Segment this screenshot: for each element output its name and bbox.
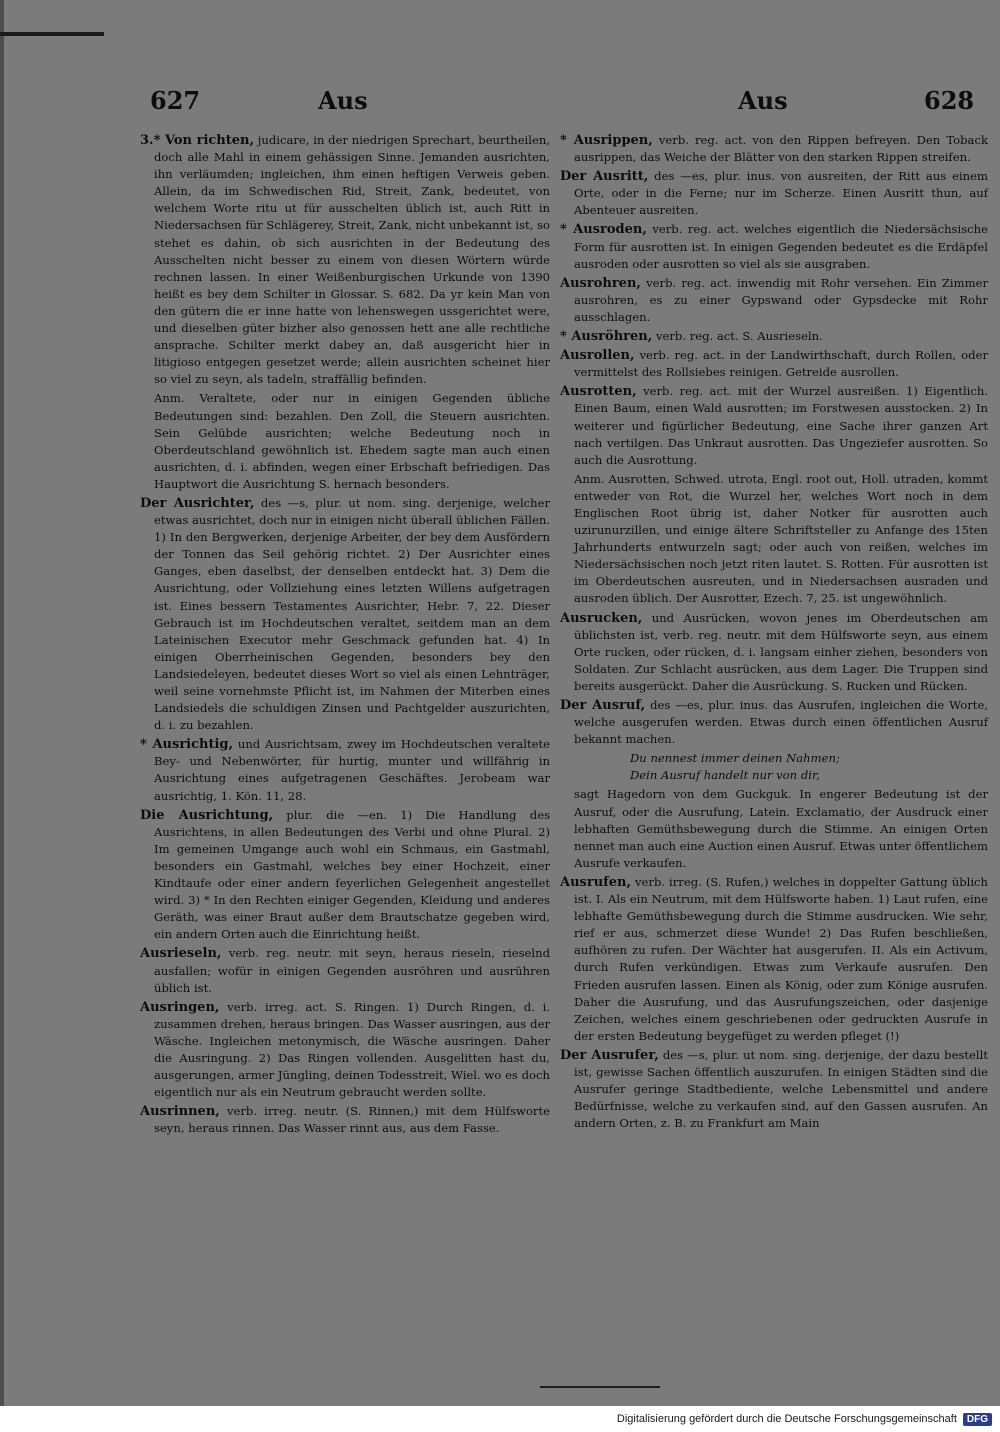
verse-line: Dein Ausruf handelt nur von dir, [630,768,820,783]
verse-quote [630,750,988,784]
dictionary-entry [560,132,988,166]
entry-text: verb. reg. act. S. Ausrieseln. [655,329,823,344]
scan-edge [0,0,4,1432]
dictionary-entry [560,328,988,345]
entry-headword: Der Ausritt, [560,169,649,185]
page-header [0,86,1000,120]
entry-headword: Ausrotten, [560,384,637,400]
entry-headword: Ausrucken, [560,610,643,626]
entry-headword: * Ausrippen, [560,133,653,148]
entry-text: des —es, plur. inus. von ausreiten, der Ritt aus einem Orte, oder in die Ferne; nur im Scherze. Einen Ausritt thun, auf Abenteuer ausreiten. [574,169,988,218]
entry-text: Anm. Veraltete, oder nur in einigen Gegenden übliche Bedeutungen sind: bezahlen. Den Zoll, die Steuern ausrichten. Sein Gelübde ausrichten; welche Bedeutung noch in Oberdeutschland gewöhnlich ist. Ehedem sagte man auch einen ausrichten, d. i. abfinden, wegen einer Erbschaft befriedigen. Das Hauptwort die Ausrichtung S. hernach besonders. [154,391,550,491]
entry-text: verb. reg. act. in der Landwirthschaft, durch Rollen, oder vermittelst des Rollsiebes reinigen. Getreide ausrollen. [574,348,988,380]
entry-text: des —es, plur. inus. das Ausrufen, ingleichen die Worte, welche ausgerufen werden. Etwas durch einen öffentlichen Ausruf bekannt machen. [574,698,988,747]
entry-text: verb. reg. neutr. mit seyn, heraus rieseln, rieselnd ausfallen; wofür in einigen Gegenden ausröhren und ausrühren üblich ist. [154,946,550,995]
entry-text: sagt Hagedorn von dem Guckguk. In engerer Bedeutung ist der Ausruf, oder die Ausrufung, Latein. Exclamatio, der Ausdruck einer lebhaften Gemüthsbewegung durch die Stimme. An einigen Orten nennet man auch eine Auction einen Ausruf. Etwas unter öffentlichem Ausrufe verkaufen. [574,787,988,870]
footer-text: Digitalisierung gefördert durch die Deutsche Forschungsgemeinschaft [616,1413,957,1425]
entry-text: verb. reg. act. von den Rippen befreyen. Den Toback ausrippen, das Weiche der Blätter von den starken Rippen streifen. [574,133,988,165]
right-column-entries-b [560,786,988,1132]
dictionary-entry [560,471,988,608]
entry-text: des —s, plur. ut nom. sing. derjenige, welcher etwas ausrichtet, doch nur in einigen nicht überall üblichen Fällen. 1) In den Bergwerken, derjenige Arbeiter, der bey dem Ausfördern der Tonnen das Seil gehörig richtet. 2) Der Ausrichter eines Ganges, eben daselbst, der denselben entdeckt hat. 3) Dem die Ausrichtung, oder Vollziehung eines letzten Willens aufgetragen ist. Eines bessern Testamentes Ausrichter, Hebr. 7, 22. Dieser Gebrauch ist im Hochdeutschen veraltet, seitdem man an dem Lateinischen Executor mehr Geschmack gefunden hat. 4) In einigen Oberrheinischen Gegenden, besonders bey den Landsiedeleyen, bedeutet dieses Wort so viel als einen Lehnträger, weil seine vornehmste Pflicht ist, im Nahmen der Miterben eines Landsiedels die schuldigen Zinsen und Pachtgelder auszurichten, d. i. zu bezahlen. [154,495,551,733]
dictionary-entry [560,383,988,468]
dictionary-entry [560,610,988,695]
dictionary-entry [140,495,550,734]
entry-headword: * Ausröhren, [560,329,653,345]
dictionary-entry [560,168,988,219]
right-column-entries-a [560,132,988,748]
dictionary-entry [140,736,550,804]
right-page-number: 628 [924,86,975,115]
dictionary-entry [560,347,988,381]
left-running-head: Aus [318,86,368,115]
entry-headword: Ausringen, [140,999,220,1015]
dictionary-entry [560,786,988,871]
dictionary-entry [140,1103,550,1137]
corner-mark [0,32,104,36]
entry-headword: Ausrieseln, [140,946,222,962]
entry-headword: Ausrohren, [560,275,641,291]
entry-text: verb. reg. act. inwendig mit Rohr versehen. Ein Zimmer ausrohren, es zu einer Gypswand oder Gypsdecke mit Rohr ausschlagen. [574,275,988,324]
entry-headword: Ausrinnen, [140,1104,220,1120]
dictionary-entry [560,1047,988,1132]
entry-headword: Der Ausrichter, [140,495,255,511]
dictionary-entry [560,275,988,326]
entry-text: verb. irreg. neutr. (S. Rinnen,) mit dem Hülfsworte seyn, heraus rinnen. Das Wasser rinnt aus, aus dem Fasse. [154,1104,550,1136]
entry-text: judicare, in der niedrigen Sprechart, beurtheilen, doch alle Mahl in einem gehässigen Sinne. Jemanden ausrichten, ihn verläumden; ingleichen, ihm einen heftigen Verweis geben. Allein, da im Schwedischen Rid, Streit, Zank, bedeutet, von welchem Worte ritu ut für ausschelten üblich ist, auch Ritt in Niedersachsen für Schlägerey, Streit, Zank, nicht unbekannt ist, so stehet es dahin, ob sich ausrichten in der Bedeutung des Ausschelten nicht besser zu einem von diesen Wörtern würde rechnen lassen. In einer Weißenburgischen Urkunde von 1390 heißt es bey dem Schilter in Glossar. S. 682. Da yr kein Man von den gütern die er inne hatte von lehenswegen ussgerichtet were, und dieselben güter bizher also genossen hett ane alle rechtliche ansprache. Schilter merkt dabey an, daß ausgericht hier in litigioso entgegen gesetzet werde; allein ausrichten scheinet hier so viel zu seyn, als tadeln, straffällig befinden. [154,133,550,387]
entry-text: verb. reg. act. mit der Wurzel ausreißen. 1) Eigentlich. Einen Baum, einen Wald ausrotten; im Forstwesen ausstocken. 2) In weiterer und figürlicher Bedeutung, eine Sache ihrer ganzen Art nach vertilgen. Das Unkraut ausrotten. Das Ungeziefer ausrotten. So auch die Ausrottung. [574,384,989,467]
entry-headword: Ausrollen, [560,348,635,364]
footer-rule [540,1386,660,1388]
entry-headword: 3.* Von richten, [140,133,255,148]
entry-headword: Der Ausruf, [560,698,646,713]
entry-text: verb. irreg. act. S. Ringen. 1) Durch Ringen, d. i. zusammen drehen, heraus bringen. Das Wasser ausringen, aus der Wäsche. Ingleichen metonymisch, die Wäsche ausringen. Daher die Ausringung. 2) Das Ringen vollenden. Ausgelitten hast du, ausgerungen, armer Jüngling, deinen Todesstreit, Wiel. wo es doch eigentlich nur als ein Neutrum gebraucht werden sollte. [154,999,551,1100]
entry-text: plur. die —en. 1) Die Handlung des Ausrichtens, in allen Bedeutungen des Verbi und ohne Plural. 2) Im gemeinen Umgange auch wohl ein Schmaus, ein Gastmahl, besonders ein Gastmahl, welches bey einer Hochzeit, einer Kindtaufe oder einer andern feyerlichen Gelegenheit angestellet wird. 3) * In den Rechten einiger Gegenden, Kleidung und anderes Geräth, was einer Braut außer dem Brautschatze gegeben wird, ein andern Orten auch die Einrichtung heißt. [154,807,551,942]
left-column [140,132,550,1139]
entry-text: des —s, plur. ut nom. sing. derjenige, der dazu bestellt ist, gewisse Sachen öffentlich auszurufen. In einigen Städten sind die Ausrufer geringe Stadtbediente, welche Lebensmittel und andere Bedürfnisse, welche zu verkaufen sind, auf den Gassen ausrufen. An andern Orten, z. B. zu Frankfurt am Main [574,1047,988,1131]
entry-headword: * Ausrichtig, [140,737,234,753]
dictionary-entry [140,132,550,388]
entry-text: verb. reg. act. welches eigentlich die Niedersächsische Form für ausrotten ist. In einigen Gegenden bedeutet es die Erdäpfel ausroden oder ausrotten so viel als sie ausgraben. [574,222,988,271]
dictionary-entry [560,874,988,1045]
dictionary-entry [140,807,550,944]
entry-text: und Ausrücken, wovon jenes im Oberdeutschen am üblichsten ist, verb. reg. neutr. mit dem Hülfsworte seyn, aus einem Orte rucken, oder rücken, d. i. langsam einher ziehen, besonders von Soldaten. Zur Schlacht ausrücken, aus dem Lager. Die Truppen sind bereits ausgerückt. Daher die Ausrückung. S. Rucken und Rücken. [574,610,989,693]
entry-headword: Ausrufen, [560,874,631,890]
digitization-footer [0,1406,1000,1432]
right-column [560,132,988,1134]
entry-headword: * Ausroden, [560,222,647,238]
entry-text: und Ausrichtsam, zwey im Hochdeutschen veraltete Bey- und Nebenwörter, für hurtig, munter und willfährig in Ausrichtung eines aufgetragenen Geschäftes. Jerobeam war ausrichtig, 1. Kön. 11, 28. [154,737,551,803]
entry-headword: Der Ausrufer, [560,1047,659,1063]
right-running-head: Aus [738,86,788,115]
left-page-number: 627 [150,86,201,115]
dictionary-entry [560,697,988,748]
dictionary-entry [140,999,550,1102]
entry-text: Anm. Ausrotten, Schwed. utrota, Engl. root out, Holl. utraden, kommt entweder von Rot, die Wurzel her, welches Wort noch in dem Englischen Root übrig ist, daher Notker für ausrotten auch uzirunurzillen, und einige ältere Schriftsteller zu Anfange des 15ten Jahrhunderts entwurzeln sagt; oder auch von reißen, welches im Niedersächsischen noch jetzt riten lautet. S. Rotten. Für ausrotten ist im Oberdeutschen ausreuten, und in Niedersachsen ausraden und ausroden üblich. Der Ausrotter, Ezech. 7, 25. ist ungewöhnlich. [574,471,988,606]
dfg-logo: DFG [963,1413,992,1426]
entry-text: verb. irreg. (S. Rufen,) welches in doppelter Gattung üblich ist. I. Als ein Neutrum, mit dem Hülfsworte haben. 1) Laut rufen, eine lebhafte Gemüthsbewegung durch die Stimme ausdrucken. Wie sehr, rief er aus, schmerzet diese Wunde! 2) Das Rufen beschließen, aufhören zu rufen. Der Wächter hat ausgerufen. II. Als ein Activum, durch Rufen verkündigen. Etwas zum Verkaufe ausrufen. Den Frieden ausrufen lassen. Einen als König, oder zum Könige ausrufen. Daher die Ausrufung, und das Ausrufungszeichen, oder dasjenige Zeichen, welches einem geschriebenen oder gedruckten Ausrufe in der ersten Bedeutung beygefüget zu werden pfleget (!) [574,874,988,1043]
dictionary-entry [560,221,988,272]
entry-headword: Die Ausrichtung, [140,807,274,823]
dictionary-entry [140,390,550,493]
verse-line: Du nennest immer deinen Nahmen; [630,751,840,766]
dictionary-entry [140,945,550,996]
